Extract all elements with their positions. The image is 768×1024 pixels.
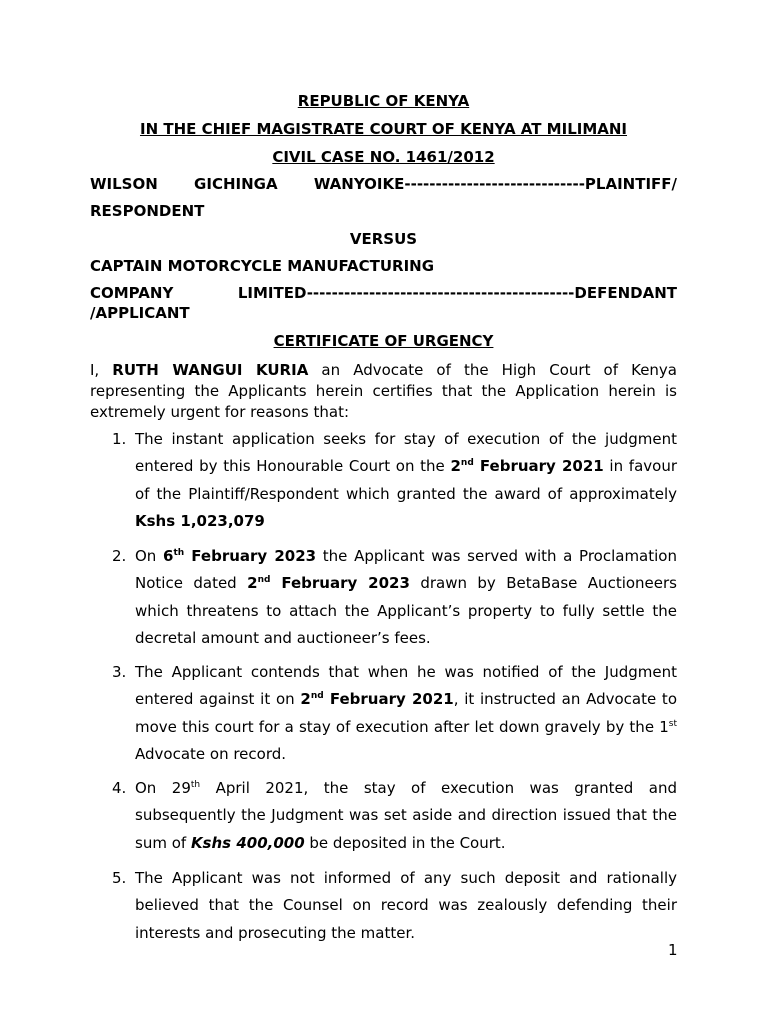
court-heading: IN THE CHIEF MAGISTRATE COURT OF KENYA AT MILIMANI [139, 120, 628, 138]
reason-number: 5. [112, 869, 127, 887]
reason-number: 1. [112, 430, 127, 448]
reason-number: 4. [112, 779, 127, 797]
plaintiff-word: WILSON [90, 175, 158, 193]
page-number: 1 [668, 941, 678, 959]
reason-text: The Applicant contends that when he was notified of the Judgment entered against it on 2nd February 2021, it instructed an Advocate to move this court for a stay of execution after let down gravely by the 1st Advocate on record. [135, 663, 677, 763]
reason-number: 2. [112, 547, 127, 565]
reason-text: The Applicant was not informed of any such deposit and rationally believed that the Counsel on record was zealously defending their interests and prosecuting the matter. [135, 869, 677, 942]
defendant-word: COMPANY [90, 284, 174, 302]
plaintiff-line [90, 174, 677, 194]
defendant-name-line1: CAPTAIN MOTORCYCLE MANUFACTURING [90, 257, 435, 275]
defendant-line [90, 283, 677, 303]
reason-text: The instant application seeks for stay of execution of the judgment entered by this Honourable Court on the 2nd February 2021 in favour of the Plaintiff/Respondent which granted the award of approximately Kshs 1,023,079 [135, 430, 677, 530]
defendant-word: LIMITED-------------------------------------------DEFENDANT [237, 284, 677, 302]
plaintiff-word: GICHINGA [194, 175, 278, 193]
republic-heading: REPUBLIC OF KENYA [297, 92, 470, 110]
certificate-title: CERTIFICATE OF URGENCY [273, 332, 494, 350]
reason-text: On 6th February 2023 the Applicant was served with a Proclamation Notice dated 2nd February 2023 drawn by BetaBase Auctioneers which threatens to attach the Applicant’s property to fully settle the decretal amount and auctioneer’s fees. [135, 547, 677, 647]
intro-paragraph: I, RUTH WANGUI KURIA an Advocate of the High Court of Kenya representing the Applicants herein certifies that the Application herein is extremely urgent for reasons that: [90, 361, 677, 421]
reason-number: 3. [112, 663, 127, 681]
reason-text: On 29th April 2021, the stay of execution was granted and subsequently the Judgment was set aside and direction issued that the sum of Kshs 400,000 be deposited in the Court. [135, 779, 677, 852]
defendant-role: /APPLICANT [90, 304, 190, 322]
advocate-name: RUTH WANGUI KURIA [112, 361, 309, 379]
versus-label: VERSUS [349, 230, 418, 248]
case-number-heading: CIVIL CASE NO. 1461/2012 [272, 148, 495, 166]
plaintiff-role: RESPONDENT [90, 202, 205, 220]
plaintiff-word: WANYOIKE-----------------------------PLAINTIFF/ [313, 175, 677, 193]
